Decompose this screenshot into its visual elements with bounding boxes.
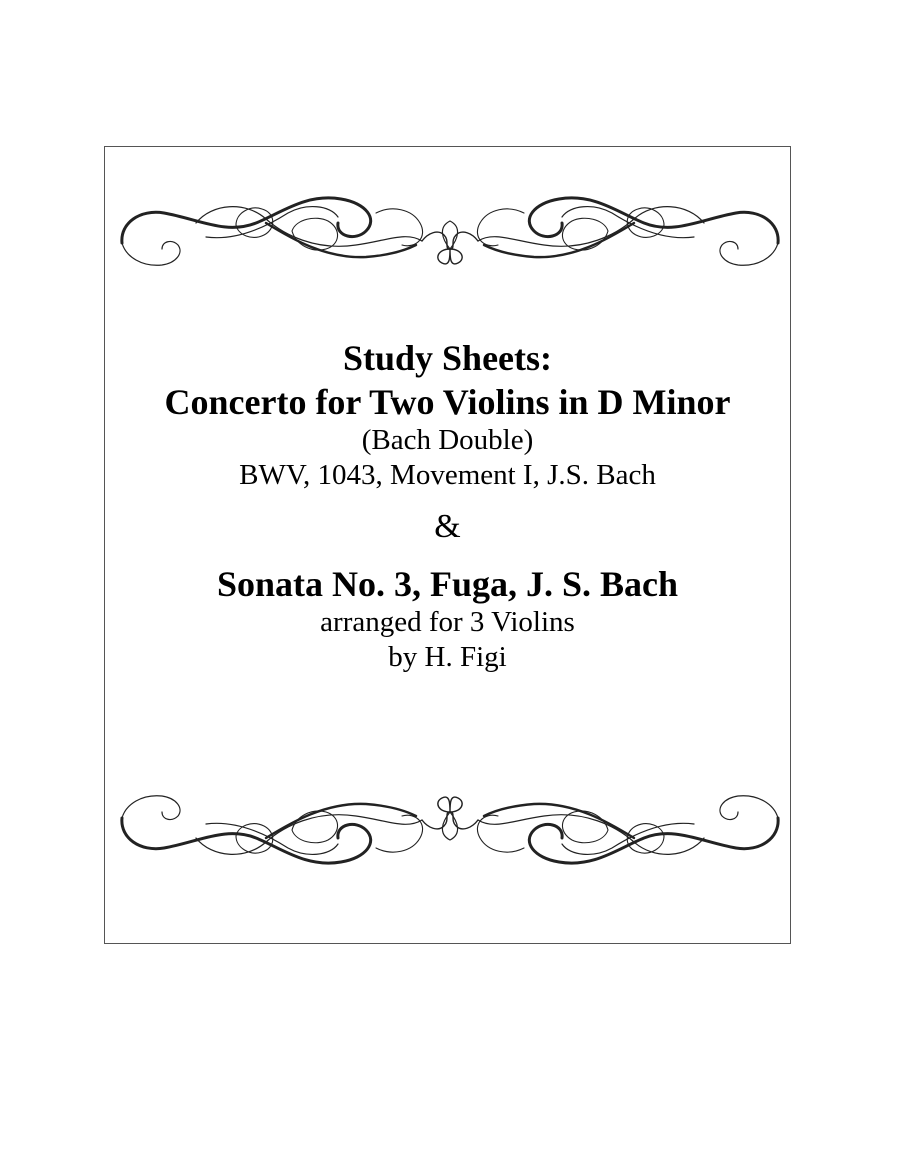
- arrangement-note: arranged for 3 Violins: [320, 606, 575, 638]
- concerto-nickname: (Bach Double): [361, 424, 534, 456]
- bottom-flourish-ornament: [116, 778, 784, 878]
- top-flourish-ornament: [116, 183, 784, 283]
- ampersand: &: [434, 508, 461, 545]
- concerto-catalog: BWV, 1043, Movement I, J.S. Bach: [239, 459, 656, 491]
- sonata-title: Sonata No. 3, Fuga, J. S. Bach: [216, 564, 679, 604]
- cover-title-block: [104, 340, 791, 672]
- heading: Study Sheets:: [342, 338, 553, 378]
- concerto-title: Concerto for Two Violins in D Minor: [164, 382, 731, 422]
- arranger-credit: by H. Figi: [388, 641, 507, 673]
